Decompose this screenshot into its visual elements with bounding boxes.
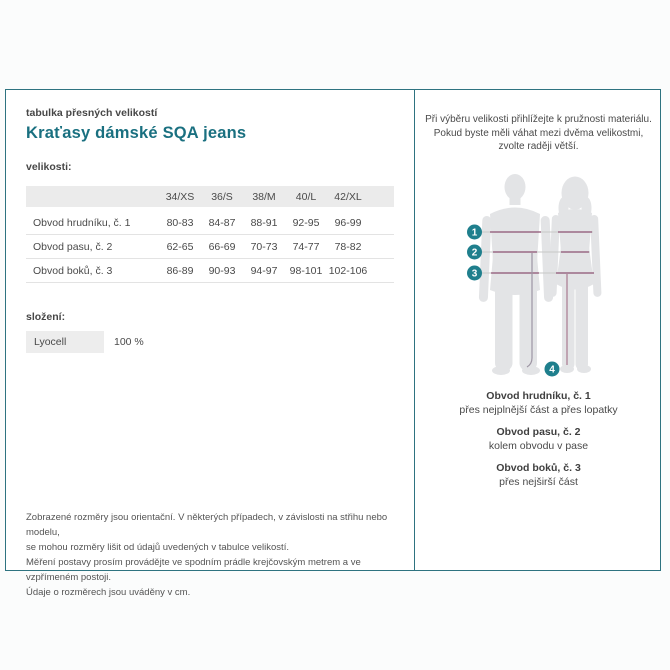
legend-desc: přes nejplnější část a přes lopatky (459, 404, 618, 416)
cell-value: 74-77 (292, 240, 320, 253)
size-chart-sheet (5, 89, 661, 598)
measurement-figure (446, 165, 646, 380)
disclaimer-line: Údaje o rozměrech jsou uváděny v cm. (26, 587, 191, 598)
cell-value: 98-101 (289, 264, 323, 277)
header-size-40l: 40/L (295, 190, 317, 203)
legend-item-waist (415, 425, 662, 453)
cell-value: 66-69 (208, 240, 236, 253)
male-silhouette (479, 174, 553, 375)
marker-3-label: 3 (471, 268, 478, 280)
table-row-waist (26, 235, 394, 259)
cell-value: 96-99 (334, 216, 362, 229)
sizes-section-label: velikosti: (26, 161, 72, 173)
composition-section-label: složení: (26, 311, 66, 323)
cell-value: 92-95 (292, 216, 320, 229)
page-title: Kraťasy dámské SQA jeans (26, 124, 247, 142)
cell-value: 70-73 (250, 240, 278, 253)
right-panel (415, 90, 662, 570)
cell-value: 84-87 (208, 216, 236, 229)
composition-row (26, 331, 394, 353)
material-chip: Lyocell (26, 331, 104, 353)
table-row-hips (26, 259, 394, 283)
cell-value: 90-93 (208, 264, 236, 277)
cell-value: 102-106 (328, 264, 368, 277)
cell-value: 78-82 (334, 240, 362, 253)
disclaimer-line: Zobrazené rozměry jsou orientační. V některých případech, v závislosti na střihu nebo modelu, (26, 512, 388, 538)
size-table-header-row (26, 186, 394, 211)
legend-desc: kolem obvodu v pase (488, 440, 589, 452)
table-row-chest (26, 211, 394, 235)
fit-advice-line: zvolte raději větší. (498, 141, 579, 152)
eyebrow-label: tabulka přesných velikostí (26, 107, 158, 119)
fit-advice-text (415, 113, 662, 154)
header-size-42xl: 42/XL (334, 190, 362, 203)
legend-item-hips (415, 461, 662, 489)
cell-value: 88-91 (250, 216, 278, 229)
row-label: Obvod boků, č. 3 (33, 264, 113, 277)
size-table (26, 186, 394, 283)
legend-title: Obvod hrudníku, č. 1 (486, 390, 591, 402)
material-percent: 100 % (114, 336, 144, 348)
cell-value: 62-65 (166, 240, 194, 253)
disclaimer-text (26, 510, 406, 600)
row-label: Obvod hrudníku, č. 1 (33, 216, 131, 229)
header-size-36s: 36/S (211, 190, 233, 203)
header-size-34xs: 34/XS (165, 190, 195, 203)
legend-desc: přes nejširší část (499, 476, 578, 488)
female-silhouette (548, 177, 601, 374)
marker-2-label: 2 (471, 247, 478, 259)
fit-advice-line: Pokud byste měli váhat mezi dvěma velikostmi, (433, 127, 644, 139)
left-panel (6, 90, 414, 598)
cell-value: 80-83 (166, 216, 194, 229)
disclaimer-line: se mohou rozměry lišit od údajů uvedených v tabulce velikostí. (26, 542, 289, 553)
cell-value: 94-97 (250, 264, 278, 277)
marker-4-label: 4 (549, 364, 555, 376)
legend-item-chest (415, 389, 662, 417)
disclaimer-line: Měření postavy prosím provádějte ve spodním prádle krejčovským metrem a ve vzpřímeném postoji. (26, 557, 361, 583)
fit-advice-line: Při výběru velikosti přihlížejte k pružnosti materiálu. (425, 114, 652, 125)
legend-title: Obvod pasu, č. 2 (496, 426, 581, 438)
row-label: Obvod pasu, č. 2 (33, 240, 113, 253)
header-size-38m: 38/M (252, 190, 276, 203)
marker-1-label: 1 (471, 227, 478, 239)
legend-title: Obvod boků, č. 3 (496, 462, 581, 474)
measurement-legend (415, 389, 662, 497)
cell-value: 86-89 (166, 264, 194, 277)
